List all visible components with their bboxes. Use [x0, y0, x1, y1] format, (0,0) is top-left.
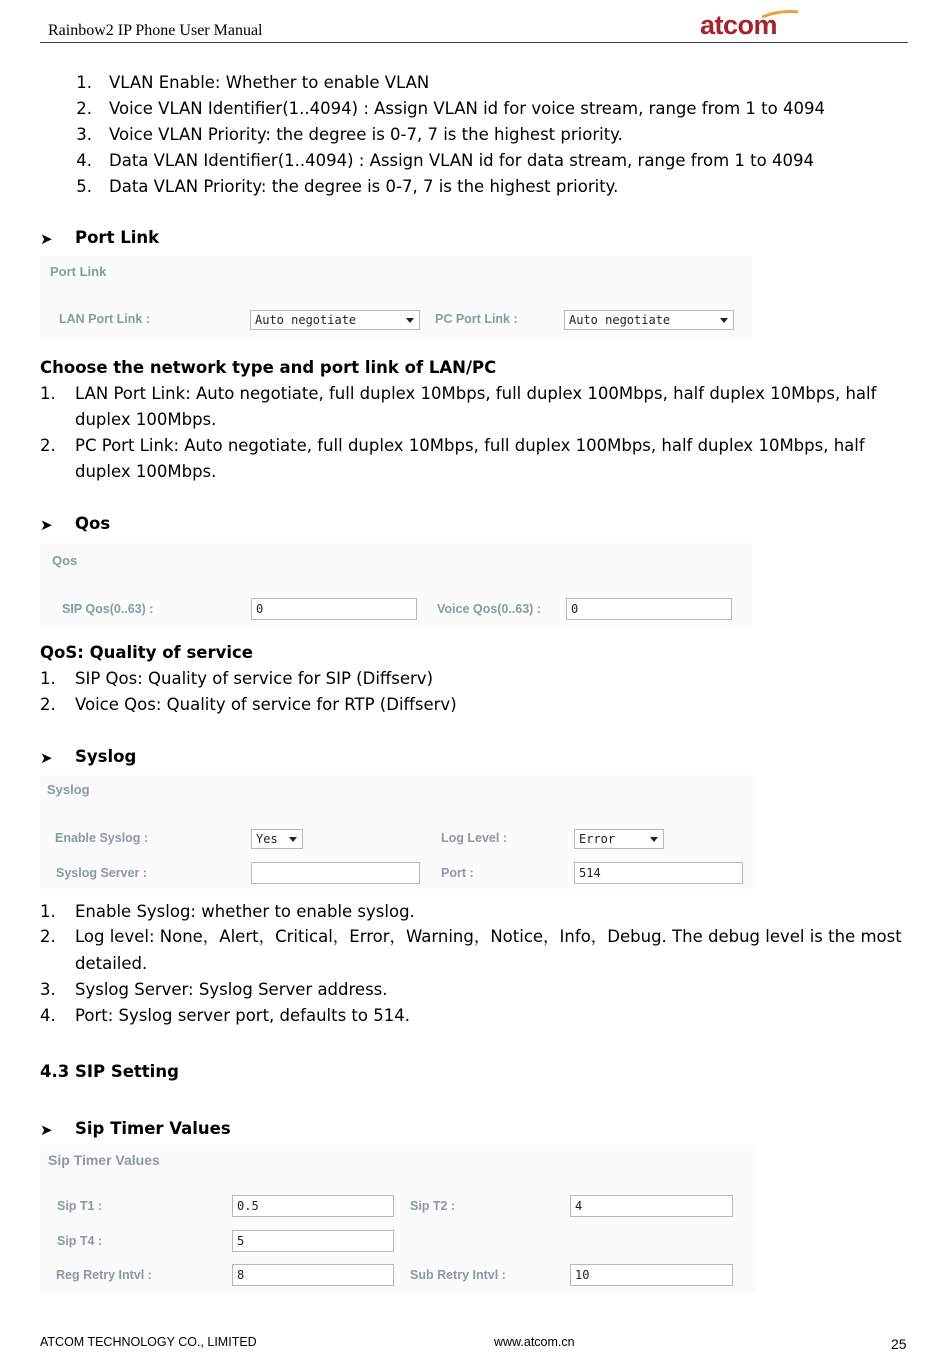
list-item-continuation: detailed. — [75, 954, 148, 973]
document-title: Rainbow2 IP Phone User Manual — [48, 22, 263, 39]
bullet-arrow-icon: ➤ — [40, 749, 53, 767]
enable-syslog-select[interactable]: Yes — [251, 829, 303, 849]
panel-title: Port Link — [50, 264, 107, 279]
port-link-panel — [40, 256, 752, 340]
page-number: 25 — [891, 1336, 907, 1352]
bullet-arrow-icon: ➤ — [40, 230, 53, 248]
sip-qos-label: SIP Qos(0..63) : — [62, 602, 154, 616]
sip-t1-input[interactable]: 0.5 — [232, 1195, 394, 1217]
panel-title: Syslog — [47, 782, 90, 797]
reg-retry-input[interactable]: 8 — [232, 1264, 394, 1286]
footer-website[interactable]: www.atcom.cn — [494, 1335, 575, 1349]
sip-t2-label: Sip T2 : — [410, 1199, 456, 1213]
chevron-down-icon — [650, 837, 658, 842]
panel-title: Qos — [52, 553, 78, 568]
log-level-label: Log Level : — [441, 831, 507, 845]
footer-company: ATCOM TECHNOLOGY CO., LIMITED — [40, 1335, 257, 1349]
sip-t1-label: Sip T1 : — [57, 1199, 103, 1213]
syslog-panel — [40, 774, 754, 890]
syslog-server-label: Syslog Server : — [56, 866, 148, 880]
list-item-continuation: duplex 100Mbps. — [75, 462, 217, 481]
section-heading-qos: Qos — [75, 514, 111, 533]
voice-qos-input[interactable]: 0 — [566, 598, 732, 620]
port-label: Port : — [441, 866, 474, 880]
list-item-continuation: duplex 100Mbps. — [75, 410, 217, 429]
bullet-arrow-icon: ➤ — [40, 1121, 53, 1139]
sub-retry-input[interactable]: 10 — [570, 1264, 733, 1286]
section-heading-sip-timer: Sip Timer Values — [75, 1119, 231, 1138]
sip-t4-label: Sip T4 : — [57, 1234, 103, 1248]
voice-qos-label: Voice Qos(0..63) : — [437, 602, 541, 616]
pc-port-link-select[interactable]: Auto negotiate — [564, 310, 734, 330]
section-heading-port-link: Port Link — [75, 228, 160, 247]
sub-retry-label: Sub Retry Intvl : — [410, 1268, 506, 1282]
pc-port-link-label: PC Port Link : — [435, 312, 518, 326]
sip-timer-panel — [40, 1145, 756, 1293]
chevron-down-icon — [289, 837, 297, 842]
reg-retry-label: Reg Retry Intvl : — [56, 1268, 152, 1282]
bullet-arrow-icon: ➤ — [40, 516, 53, 534]
enable-syslog-label: Enable Syslog : — [55, 831, 149, 845]
qos-panel — [40, 542, 752, 628]
log-level-select[interactable]: Error — [574, 829, 664, 849]
section-heading-sip-setting: 4.3 SIP Setting — [40, 1062, 179, 1081]
chevron-down-icon — [406, 318, 414, 323]
port-input[interactable]: 514 — [574, 862, 743, 884]
sip-t2-input[interactable]: 4 — [570, 1195, 733, 1217]
lan-port-link-select[interactable]: Auto negotiate — [250, 310, 420, 330]
lan-port-link-label: LAN Port Link : — [59, 312, 150, 326]
syslog-server-input[interactable] — [251, 862, 420, 884]
port-link-subheading: Choose the network type and port link of LAN/PC — [40, 358, 497, 377]
chevron-down-icon — [720, 318, 728, 323]
sip-t4-input[interactable]: 5 — [232, 1230, 394, 1252]
section-heading-syslog: Syslog — [75, 747, 137, 766]
atcom-logo: atcom — [700, 10, 778, 40]
sip-qos-input[interactable]: 0 — [251, 598, 417, 620]
qos-subheading: QoS: Quality of service — [40, 643, 253, 662]
panel-title: Sip Timer Values — [48, 1152, 160, 1168]
header-divider — [40, 42, 908, 43]
